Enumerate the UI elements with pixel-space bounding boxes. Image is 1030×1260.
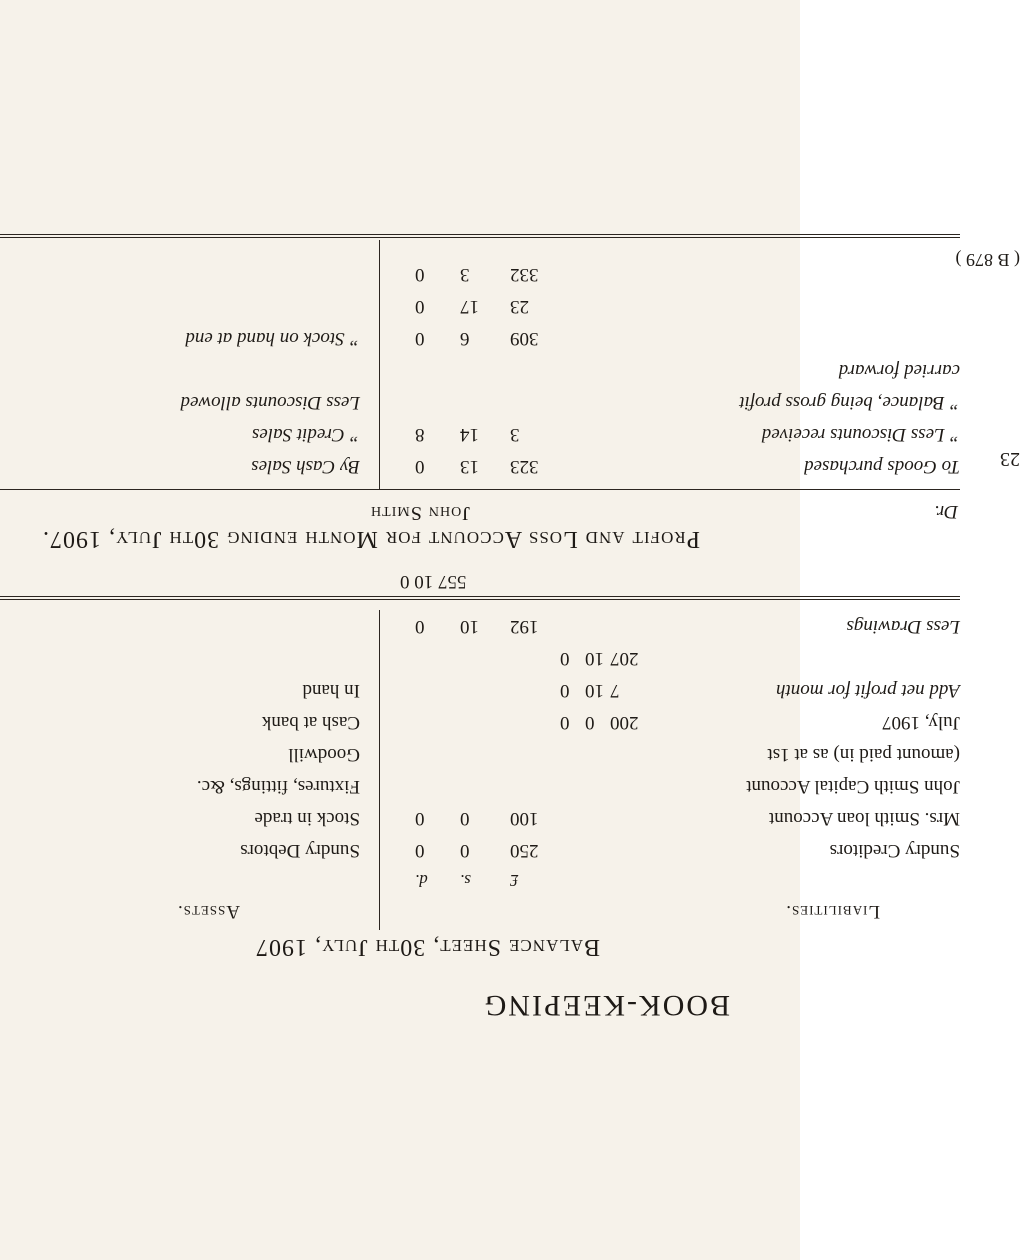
- sheet-code: ( B 879 ): [955, 250, 1020, 270]
- ledger-row: [0, 290, 360, 322]
- pl-divider: [379, 240, 380, 490]
- pl-top-rule: [0, 489, 960, 490]
- ledger-row: Goodwill: [288, 744, 360, 765]
- account-name: John Smith: [369, 502, 470, 524]
- pl-debit-column: [400, 258, 960, 482]
- ledger-row: John Smith Capital Account: [746, 776, 960, 797]
- ledger-row: [0, 642, 360, 674]
- ledger-row: Mrs. Smith loan Account 100 0 0: [415, 808, 960, 829]
- balance-sheet-divider: [379, 610, 380, 930]
- assets-column: [0, 642, 360, 892]
- ledger-row: By Cash Sales: [251, 456, 360, 477]
- ledger-row: (amount paid in) as at 1st: [767, 744, 960, 765]
- pl-credit-column: [0, 258, 360, 482]
- ledger-row: Sundry Creditors 250 0 0: [415, 840, 960, 861]
- liabilities-total: 557 10 0: [400, 571, 467, 592]
- assets-heading: Assets.: [176, 901, 240, 922]
- balance-total-rule: [0, 596, 960, 600]
- ledger-row: Add net profit for month 7 10 0: [560, 680, 960, 701]
- ledger-row: Cash at bank: [261, 712, 360, 733]
- liabilities-column: [400, 610, 960, 892]
- running-title: BOOK-KEEPING: [482, 989, 730, 1022]
- ledger-row: In hand: [302, 680, 360, 701]
- ledger-row: ” Stock on hand at end: [185, 328, 360, 349]
- ledger-row: To Goods purchased 323 13 0: [415, 456, 960, 477]
- ledger-row: Less Discounts allowed: [180, 392, 360, 413]
- ledger-row: ” Less Discounts received 3 14 8: [415, 424, 960, 445]
- pl-debit-total: 332 3 0: [415, 264, 539, 285]
- pl-heading: Profit and Loss Account for Month ending 30th July, 1907.: [41, 526, 700, 552]
- sheet-number: 23: [1000, 448, 1020, 470]
- liabilities-heading: Liabilities.: [785, 901, 880, 922]
- liabilities-rows: [400, 610, 960, 866]
- ledger-row: ” Balance, being gross profit: [739, 392, 960, 413]
- ledger-row: [0, 354, 360, 386]
- pl-credit-total: [0, 258, 360, 290]
- assets-currency-head: [0, 866, 360, 892]
- dr-label: Dr.: [934, 501, 958, 522]
- ledger-row: Sundry Debtors: [240, 840, 360, 861]
- pl-mid-rule: [0, 234, 960, 238]
- ledger-row: 23 17 0: [415, 296, 529, 317]
- ledger-row: 309 6 0: [415, 328, 539, 349]
- ledger-subtotal-row: 207 10 0: [560, 648, 639, 669]
- ledger-row: July, 1907 200 0 0: [560, 712, 960, 733]
- ledger-row: Less Drawings 192 10 0: [415, 616, 960, 637]
- ledger-row: Stock in trade: [254, 808, 360, 829]
- ledger-row: Fixtures, fittings, &c.: [196, 776, 360, 797]
- rotated-page-content: [0, 230, 1030, 1030]
- balance-sheet-title: Balance Sheet, 30th July, 1907: [255, 934, 600, 960]
- liabilities-currency-head: £ s. d.: [415, 871, 519, 890]
- ledger-row: ” Credit Sales: [251, 424, 360, 445]
- ledger-row: carried forward: [838, 360, 960, 381]
